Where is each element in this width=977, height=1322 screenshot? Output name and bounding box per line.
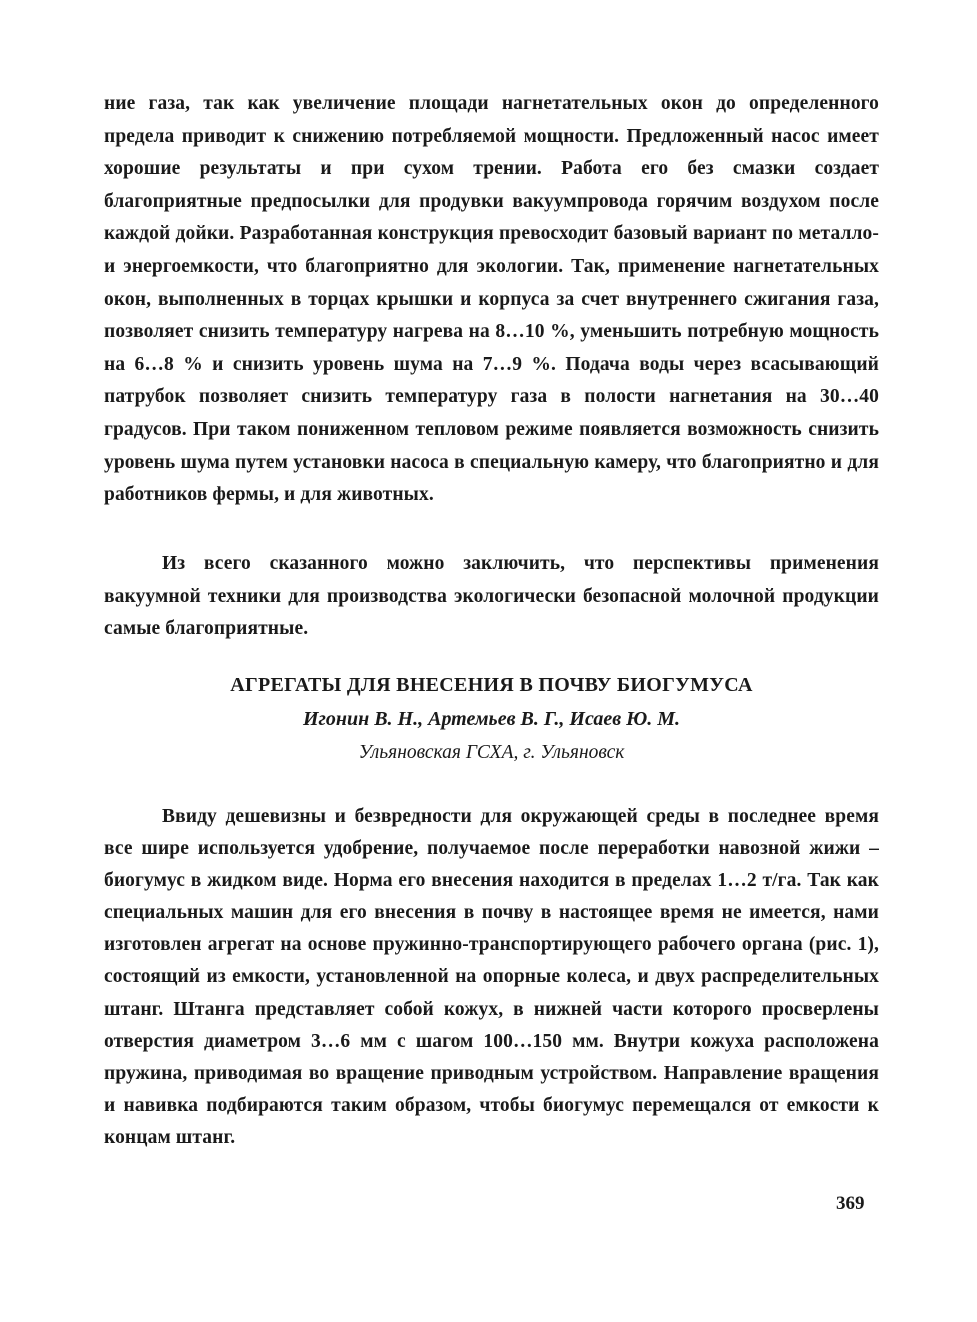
article-authors: Игонин В. Н., Артемьев В. Г., Исаев Ю. М. [302,708,681,730]
body-paragraph-intro: Ввиду дешевизны и безвредности для окружающей среды в последнее время все шире используется удобрение, получаемое после переработки навозной жижи – биогумус в жидком виде. Норма его внесения находится в пределах 1…2 т/га. Так как специальных машин для его внесения в почву в настоящее время не имеется, нами изготовлен агрегат на основе пружинно-транспортирующего рабочего органа (рис. 1), состоящий из емкости, установленной на опорные колеса, и двух распределительных штанг. Штанга представляет собой кожух, в нижней части которого просверлены отверстия диаметром 3…6 мм с шагом 100…150 мм. Внутри кожуха расположена пружина, приводимая во вращение приводным устройством. Направление вращения и навивка подбираются таким образом, чтобы биогумус перемещался от емкости к концам штанг. [104,806,879,1148]
article-affiliation: Ульяновская ГСХА, г. Ульяновск [358,742,625,763]
body-paragraph-conclusion: Из всего сказанного можно заключить, что перспективы применения вакуумной техники для производства экологически безопасной молочной продукции самые благоприятные. [104,553,879,640]
page-number: 369 [836,1193,865,1214]
article-title: АГРЕГАТЫ ДЛЯ ВНЕСЕНИЯ В ПОЧВУ БИОГУМУСА [230,674,753,696]
body-paragraph-continued: ние газа, так как увеличение площади нагнетательных окон до определенного предела приводит к снижению потребляемой мощности. Предложенный насос имеет хорошие результаты и при сухом трении. Работа его без смазки создает благоприятные предпосылки для продувки вакуумпровода горячим воздухом после каждой дойки. Разработанная конструкция превосходит базовый вариант по металло- и энергоемкости, что благоприятно для экологии. Так, применение нагнетательных окон, выполненных в торцах крышки и корпуса за счет внутреннего сжигания газа, позволяет снизить температуру нагрева на 8…10 %, уменьшить потребную мощность на 6…8 % и снизить уровень шума на 7…9 %. Подача воды через всасывающий патрубок позволяет снизить температуру газа в полости нагнетания на 30…40 градусов. При таком пониженном тепловом режиме появляется возможность снизить уровень шума путем установки насоса в специальную камеру, что благоприятно и для работников фермы, и для животных. [104,93,879,506]
